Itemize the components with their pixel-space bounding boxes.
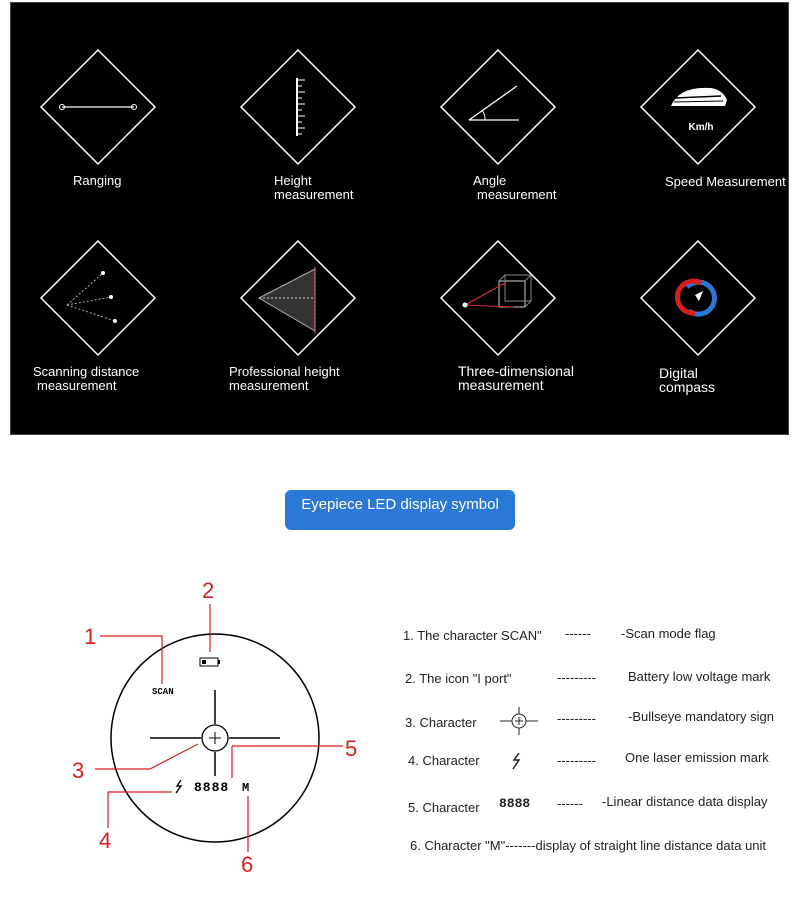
digital-compass-icon — [639, 239, 757, 357]
feature-panel — [10, 2, 789, 435]
callout-2: 2 — [202, 578, 215, 603]
feature-label-pro-height: Professional height measurement — [229, 364, 340, 393]
feature-label-ranging: Ranging — [73, 173, 122, 188]
angle-icon — [439, 48, 557, 166]
section-title-badge: Eyepiece LED display symbol — [285, 490, 515, 530]
legend-6: 6. Character "M"-------display of straight line distance data unit — [410, 838, 767, 853]
feature-label-speed: Speed Measurement — [665, 174, 786, 189]
legend-4-dash: --------- — [557, 753, 596, 768]
legend-4-left: 4. Character — [408, 753, 480, 768]
bullseye-icon — [500, 707, 538, 735]
speed-train-icon — [639, 48, 757, 166]
feature-label-compass: Digital compass — [659, 365, 716, 395]
distance-digits: 8888 — [194, 780, 230, 795]
legend-3-left: 3. Character — [405, 715, 477, 730]
scan-text: SCAN — [152, 687, 174, 697]
callout-1: 1 — [84, 624, 97, 649]
ranging-icon — [39, 48, 157, 166]
legend-5-dash: ------ — [557, 796, 583, 811]
legend-4-right: One laser emission mark — [625, 750, 769, 765]
callout-4: 4 — [99, 828, 112, 853]
unit-m-text: M — [242, 781, 250, 795]
legend-2-left: 2. The icon "I port" — [405, 671, 512, 686]
legend-1-left: 1. The character SCAN" — [403, 628, 542, 643]
legend-5-left: 5. Character — [408, 800, 480, 815]
callout-3: 3 — [72, 758, 85, 783]
legend-3-right: -Bullseye mandatory sign — [628, 709, 774, 724]
callout-6: 6 — [241, 852, 254, 877]
scanning-icon — [39, 239, 157, 357]
legend-2-right: Battery low voltage mark — [628, 669, 771, 684]
height-ruler-icon — [239, 48, 357, 166]
legend-3-dash: --------- — [557, 711, 596, 726]
legend-5-right: -Linear distance data display — [602, 794, 768, 809]
eyepiece-diagram — [60, 570, 380, 890]
laser-icon — [511, 752, 523, 770]
legend-1-right: -Scan mode flag — [621, 626, 716, 641]
callout-5: 5 — [345, 736, 358, 761]
svg-text:Km/h: Km/h — [688, 122, 714, 133]
three-d-cube-icon — [439, 239, 557, 357]
professional-height-icon — [239, 239, 357, 357]
feature-label-scanning: Scanning distance measurement — [33, 364, 140, 393]
legend-1-dash: ------ — [565, 626, 591, 641]
digits-icon: 8888 — [499, 796, 531, 811]
feature-label-three-d: Three-dimensional measurement — [458, 363, 574, 393]
legend-2-dash: --------- — [557, 670, 596, 685]
feature-label-height: Height measurement — [274, 173, 354, 202]
feature-label-angle: Angle measurement — [473, 173, 557, 202]
